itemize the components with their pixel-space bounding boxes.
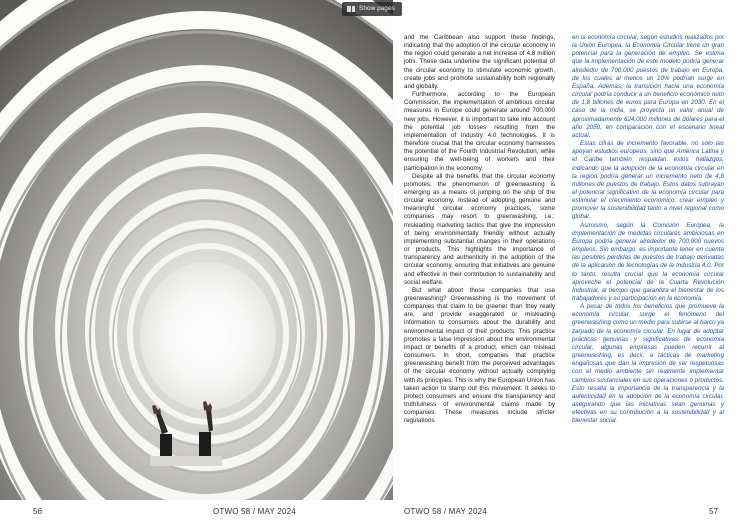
spanish-paragraph: en la economía circular, según estudios realizados por la Unión Europea, la Economía Circular tiene un gran potencial para la generación de empleo. Se estima que la implementación de este modelo podría generar alrededor de 700,000 puestos de trabajo en Europa, de los cuales al menos un 10% podrían surgir en España. Además, la transición hacia una economía circular podría conducir a un beneficio económico neto de 1,8 billones de euros para Europa en 2030. En el caso de la India, se proyecta un valor anual de aproximadamente 624,000 millones de dólares para el año 2050, en comparación con el escenario lineal actual. [572,34,724,139]
spanish-article-column [572,34,724,426]
show-pages-label: Show pages [359,5,395,12]
right-page-number: 57 [709,507,719,516]
english-paragraph: But what about those companies that use greenwashing? Greenwashing is the movement of companies that claim to be greener than they really are, and provide exaggerated or misleading information to consumers about the durability and environmental impact of their products. This practice promotes a false impression about the environmental impact or benefits of a product, which can mislead consumers. In short, companies that practice greenwashing benefit from the perceived advantages of the circular economy without actually complying with its principles. This is why the European Union has taken action to stamp out this movement. It seeks to protect consumers and ensure the transparency and truthfulness of environmental claims made by companies. These measures include stricter regulations [404,286,555,425]
pages-icon [347,6,355,12]
spanish-paragraph: A pesar de todos los beneficios que promueve la economía circular, surge el fenómeno del greenwashing como un medio para subirse al barco ya zarpado de la economía circular. En lugar de adoptar prácticas genuinas y significativas de economía circular, algunas empresas pueden recurrir al greenwashing, es decir, a tácticas de marketing engañosas que dan la impresión de ser respetuosas con el medio ambiente sin realmente implementar cambios sustanciales en sus operaciones o productos. Esto resalta la importancia de la transparencia y la autenticidad en la adopción de la economía circular, asegurando que las iniciativas sean genuinas y efectivas en su contribución a la sostenibilidad y al bienestar social. [572,303,724,425]
english-paragraph: Furthermore, according to the European Commission, the implementation of ambitious circular measures in Europe could generate around 700,000 new jobs. However, it is important to take into account the potential job losses resulting from the implementation of Industry 4.0 technologies. It is therefore crucial that the circular economy harnesses the potential of the Fourth Industrial Revolution, while ensuring the well-being of workers and their participation in the economy. [404,91,555,172]
english-paragraph: Despite all the benefits that the circular economy promotes, the phenomenon of greenwashing is emerging as a means of jumping on the ship of the circular economy. Instead of adopting genuine and meaningful circular economy practices, some companies may resort to greenwashing, i.e.: misleading marketing tactics that give the impression of being environmentally friendly without actually implementing substantial changes in their operations or products. This highlights the importance of transparency and authenticity in the adoption of the circular economy, ensuring that initiatives are genuine and effective in their contribution to sustainability and social welfare. [404,172,555,286]
right-page-magazine-issue: OTWO 58 / MAY 2024 [404,507,487,516]
left-page-magazine-issue: OTWO 58 / MAY 2024 [213,507,296,516]
spanish-paragraph: Asimismo, según la Comisión Europea, la implementación de medidas circulares ambiciosas en Europa podría generar alrededor de 700,000 nuevos empleos. Sin embargo, es importante tener en cuenta las posibles pérdidas de puestos de trabajo derivadas de la aplicación de tecnologías de la Industria 4.0. Por lo tanto, resulta crucial que la economía circular aproveche el potencial de la Cuarta Revolución Industrial, al tiempo que garantiza el bienestar de los trabajadores y su participación en la economía. [572,221,724,302]
spiral-staircase-photo [0,0,393,500]
spanish-paragraph: Estas cifras de incremento favorable, no solo las apoyan estudios europeos, sino que América Latina y el Caribe también respaldan estos hallazgos, indicando que la adopción de la economía circular en la región podría generar un incremento neto de 4,8 millones de puestos de trabajo. Estos datos subrayan el potencial significativo de la economía circular para estimular el crecimiento económico, crear empleo y promover la sostenibilidad tanto a nivel regional como global. [572,140,724,221]
show-pages-button[interactable] [342,2,402,16]
left-page-number: 56 [33,507,43,516]
english-article-column [404,34,555,426]
english-paragraph: and the Caribbean also support these findings, indicating that the adoption of the circular economy in the region could generate a net increase of 4.8 million jobs. These data underline the significant potential of the circular economy to stimulate economic growth, create jobs and promote sustainability both regionally and globally. [404,34,555,90]
